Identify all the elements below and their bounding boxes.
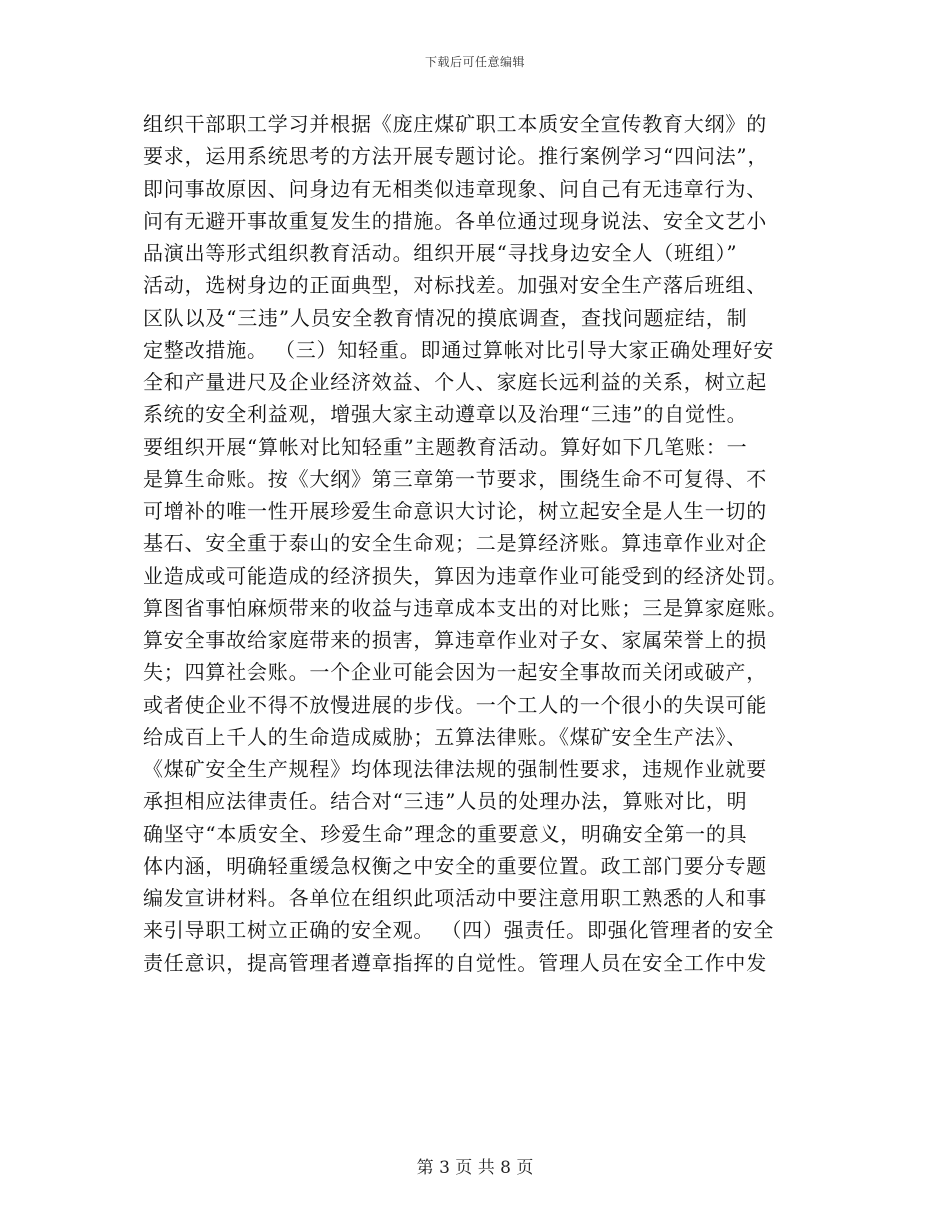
body-line: 给成百上千人的生命造成威胁；五算法律账。《煤矿安全生产法》、 (143, 724, 747, 749)
body-line: 可增补的唯一性开展珍爱生命意识大讨论，树立起安全是人生一切的 (143, 499, 767, 523)
body-line: 或者使企业不得不放慢进展的步伐。一个工人的一个很小的失误可能 (143, 692, 767, 717)
body-line: 活动，选树身边的正面典型，对标找差。加强对安全生产落后班组、 (143, 273, 767, 298)
body-line: 即问事故原因、问身边有无相类似违章现象、问自己有无违章行为、 (143, 176, 767, 201)
body-line: 系统的安全利益观，增强大家主动遵章以及治理“三违”的自觉性。 (143, 402, 748, 427)
body-line: 组织干部职工学习并根据《庞庄煤矿职工本质安全宣传教育大纲》的 (143, 112, 767, 136)
body-line: 基石、安全重于泰山的安全生命观；二是算经济账。算违章作业对企 (143, 531, 767, 556)
document-body (143, 108, 823, 979)
body-line: 算图省事怕麻烦带来的收益与违章成本支出的对比账；三是算家庭账。 (143, 595, 788, 620)
body-line: 品演出等形式组织教育活动。组织开展“寻找身边安全人（班组）” (143, 241, 738, 265)
body-line: 《煤矿安全生产规程》均体现法律法规的强制性要求，违规作业就要 (143, 757, 767, 781)
page-header: 下载后可任意编辑 (424, 55, 525, 69)
body-line: 全和产量进尺及企业经济效益、个人、家庭长远利益的关系，树立起 (143, 370, 767, 394)
body-line: 区队以及“三违”人员安全教育情况的摸底调查，查找问题症结，制 (143, 305, 748, 330)
body-line: 要组织开展“算帐对比知轻重”主题教育活动。算好如下几笔账：一 (143, 434, 748, 459)
body-line: 编发宣讲材料。各单位在组织此项活动中要注意用职工熟悉的人和事 (143, 886, 767, 910)
page-number: 第 3 页 共 8 页 (416, 1158, 534, 1178)
body-line: 来引导职工树立正确的安全观。 （四）强责任。即强化管理者的安全 (143, 918, 775, 943)
body-line: 定整改措施。 （三）知轻重。即通过算帐对比引导大家正确处理好安 (143, 337, 775, 362)
body-line: 失；四算社会账。一个企业可能会因为一起安全事故而关闭或破产， (143, 660, 767, 685)
body-line: 责任意识，提高管理者遵章指挥的自觉性。管理人员在安全工作中发 (143, 950, 767, 975)
body-line: 是算生命账。按《大纲》第三章第一节要求，围绕生命不可复得、不 (143, 466, 767, 491)
body-line: 业造成或可能造成的经济损失，算因为违章作业可能受到的经济处罚。 (143, 563, 788, 588)
body-line: 算安全事故给家庭带来的损害，算违章作业对子女、家属荣誉上的损 (143, 628, 767, 652)
body-line: 要求，运用系统思考的方法开展专题讨论。推行案例学习“四问法”， (143, 144, 769, 169)
body-line: 确坚守“本质安全、珍爱生命”理念的重要意义，明确安全第一的具 (143, 821, 748, 846)
body-line: 体内涵，明确轻重缓急权衡之中安全的重要位置。政工部门要分专题 (143, 853, 767, 878)
body-line: 承担相应法律责任。结合对“三违”人员的处理办法，算账对比，明 (143, 789, 748, 814)
body-line: 问有无避开事故重复发生的措施。各单位通过现身说法、安全文艺小 (143, 208, 767, 233)
